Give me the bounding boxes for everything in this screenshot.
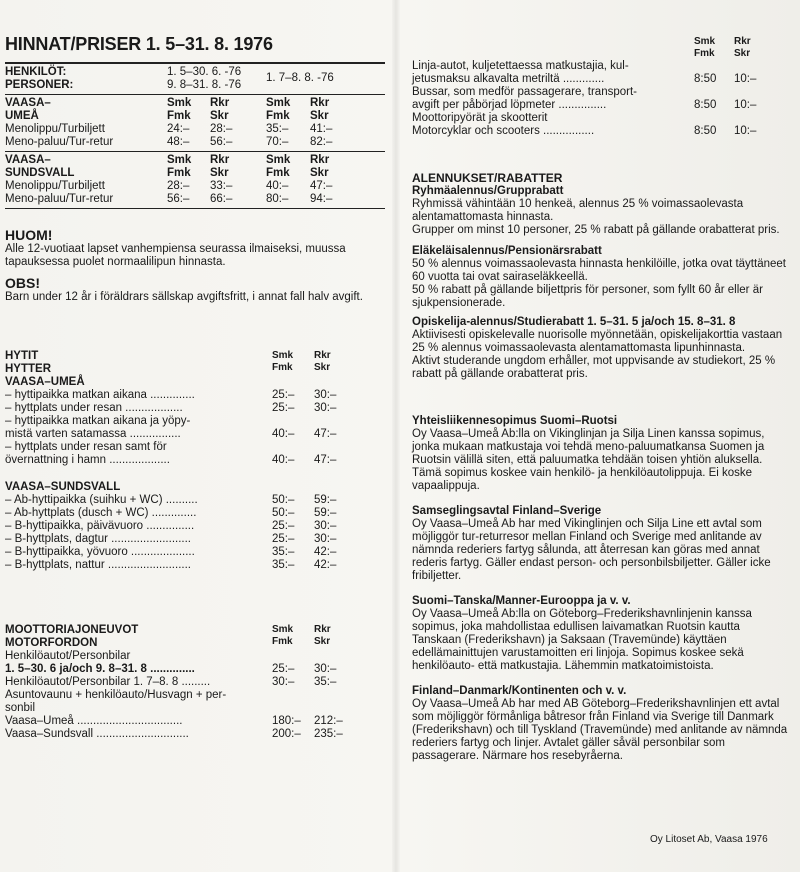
item-label: Vaasa–Umeå ................................. — [5, 715, 183, 727]
item-label: Henkilöautot/Personbilar 1. 7–8. 8 ......... — [5, 676, 211, 688]
agreement-title: Samseglingsavtal Finland–Sverige — [412, 505, 602, 517]
price: 70:– — [266, 136, 289, 148]
price: 50:– — [272, 494, 295, 506]
list-item — [5, 402, 385, 415]
price: 42:– — [314, 559, 337, 571]
item-label: jetusmaksu alkavalta metriltä ............. — [412, 73, 605, 85]
price — [694, 60, 734, 73]
item-label: – B-hyttplats, dagtur ......................... — [5, 533, 191, 545]
price — [314, 415, 354, 428]
list-item — [5, 454, 385, 467]
agreement-title: Yhteisliikennesopimus Suomi–Ruotsi — [412, 415, 618, 427]
item-label: – hyttplats under resan .................. — [5, 402, 183, 414]
col-head: Fmk — [266, 167, 290, 179]
price: 59:– — [314, 507, 337, 519]
price — [314, 650, 354, 663]
list-item — [5, 441, 385, 454]
price: 47:– — [314, 428, 337, 440]
price: 25:– — [272, 533, 295, 545]
item-label: avgift per påbörjad löpmeter ............... — [412, 99, 607, 111]
col-head: Smk — [167, 97, 192, 109]
price — [694, 86, 734, 99]
price: 8:50 — [694, 125, 717, 137]
list-item — [5, 507, 385, 520]
col-head: Rkr — [210, 97, 230, 109]
item-label: Asuntovaunu + henkilöauto/Husvagn + per- — [5, 689, 227, 701]
group-discount-title: Ryhmäalennus/Grupprabatt — [412, 185, 564, 197]
col-head: Rkr — [210, 154, 230, 166]
col-head: Rkr — [314, 350, 331, 361]
price: 25:– — [272, 520, 295, 532]
price — [734, 86, 774, 99]
col-head: Smk — [272, 350, 294, 361]
period1-b: 9. 8–31. 8. -76 — [167, 79, 242, 91]
row-label: Meno-paluu/Tur-retur — [5, 193, 114, 205]
price: 94:– — [310, 193, 333, 205]
pension-discount-sv: 50 % rabatt på gällande biljettpris för personer, som fyllt 60 år eller är sjukpensionerade. — [412, 284, 763, 309]
discounts-title: ALENNUKSET/RABATTER — [412, 171, 563, 185]
price: 28:– — [167, 180, 190, 192]
student-discount-sv: Aktivt studerande ungdom erhåller, mot uppvisande av studiekort, 25 % rabatt på gällande orabatterat pris. — [412, 355, 776, 380]
col-head: Fmk — [266, 110, 290, 122]
agreement-text: Oy Vaasa–Umeå Ab har med AB Göteborg–Frederikshavnlinjen ett avtal som möjliggör förmånliga båtresor från Finland via Sverige till Danmark (Frederikshavn) och till Tyskland (Travemünde) med anlitande av nämnda rederiers fartyg och linjer. Avtalet gäller såväl personbilar som passagerare. Närmare hos resebyråerna. — [412, 698, 788, 762]
vehicles-title-fi: MOOTTORIAJONEUVOT — [5, 624, 139, 636]
col-head: Smk — [167, 154, 192, 166]
price: 56:– — [210, 136, 233, 148]
student-discount-title: Opiskelija-alennus/Studierabatt 1. 5–31. 5 ja/och 15. 8–31. 8 — [412, 316, 736, 328]
table-row — [5, 123, 385, 136]
col-head: Smk — [694, 36, 716, 47]
price: 35:– — [266, 123, 289, 135]
price: 41:– — [310, 123, 333, 135]
col-head: Fmk — [272, 636, 293, 647]
item-label: – Ab-hyttplats (dusch + WC) .............. — [5, 507, 197, 519]
student-discount-fi: Aktiivisesti opiskelevalle nuorisolle myönnetään, opiskelijakorttia vastaan 25 % alennus voimassaolevasta alentamattomasta lipunhinnasta. — [412, 329, 783, 354]
route-umea-header — [5, 97, 385, 123]
page-title: HINNAT/PRISER 1. 5–31. 8. 1976 — [5, 34, 273, 54]
item-label: – hyttipaikka matkan aikana .............. — [5, 389, 195, 401]
price: 10:– — [734, 99, 757, 111]
list-item — [412, 73, 790, 86]
left-column — [5, 34, 385, 741]
col-head: Rkr — [734, 36, 751, 47]
col-head: Skr — [314, 636, 331, 647]
price — [314, 702, 354, 715]
pension-discount-title: Eläkeläisalennus/Pensionärsrabatt — [412, 245, 602, 257]
item-label: sonbil — [5, 702, 36, 714]
cabins-umea-list — [5, 389, 385, 467]
route-name-line1: VAASA– — [5, 154, 51, 166]
list-item — [5, 715, 385, 728]
item-label: – Ab-hyttipaikka (suihku + WC) .......... — [5, 494, 198, 506]
pension-discount-fi: 50 % alennus voimassaolevasta hinnasta henkilöille, jotka ovat täyttäneet 60 vuotta tai ovat sairaseläkkeellä. — [412, 258, 786, 283]
price: 30:– — [314, 663, 337, 675]
table-row — [5, 193, 385, 206]
list-item — [5, 428, 385, 441]
divider — [5, 94, 385, 95]
list-item — [5, 689, 385, 702]
item-label: mistä varten satamassa ................ — [5, 428, 181, 440]
list-item — [412, 125, 790, 138]
vehicles-header — [5, 624, 385, 650]
price: 8:50 — [694, 99, 717, 111]
item-label: – B-hyttplats, nattur .......................... — [5, 559, 191, 571]
price: 10:– — [734, 125, 757, 137]
list-item — [5, 546, 385, 559]
col-head: Skr — [734, 48, 751, 59]
item-label: Vaasa–Sundsvall ............................. — [5, 728, 189, 740]
agreement-text: Oy Vaasa–Umeå Ab:lla on Göteborg–Frederikshavnlinjenin kanssa sopimus, joka mahdollistaa edullisen laivamatkan Ruotsin kautta Tanskaan (Frederikshavn) ja Saksaan (Travemünde) käyttäen edellämainittujen varustamoitten eri linjoja. Sopimus koskee sekä henkilöauto- että matkustajia. Lähemmin matkatoimistoista. — [412, 608, 752, 672]
item-label: 1. 5–30. 6 ja/och 9. 8–31. 8 .............. — [5, 663, 195, 675]
list-item — [5, 520, 385, 533]
huom-text: Alle 12-vuotiaat lapset vanhempiensa seurassa ilmaiseksi, muussa tapauksessa puolet normaalilipun hinnasta. — [5, 243, 346, 268]
price: 10:– — [734, 73, 757, 85]
list-item — [5, 702, 385, 715]
price: 56:– — [167, 193, 190, 205]
price: 42:– — [314, 546, 337, 558]
agreement-text: Oy Vaasa–Umeå Ab:lla on Vikinglinjan ja Silja Linen kanssa sopimus, jonka mukaan matkustaja voi tehdä meno-paluumatkansa Suomen ja Ruotsin välillä siten, että paluumatka tehdään toisen yhtiön aluksella. Tämä sopimus koskee vain henkilö- ja henkilöautolippuja. Ei koske vapaalippuja. — [412, 428, 765, 492]
item-label: Henkilöautot/Personbilar — [5, 650, 131, 662]
price: 40:– — [272, 428, 295, 440]
price: 235:– — [314, 728, 343, 740]
col-head: Rkr — [310, 97, 330, 109]
price: 35:– — [314, 676, 337, 688]
price: 40:– — [272, 454, 295, 466]
page-fold — [392, 0, 400, 872]
agreement-title: Finland–Danmark/Kontinenten och v. v. — [412, 685, 627, 697]
price: 47:– — [314, 454, 337, 466]
price — [734, 60, 774, 73]
obs-text: Barn under 12 år i föräldrars sällskap avgiftsfritt, i annat fall halv avgift. — [5, 291, 363, 303]
route-name-line1: VAASA– — [5, 97, 51, 109]
col-head: Skr — [210, 110, 229, 122]
price — [314, 689, 354, 702]
col-head: Smk — [272, 624, 294, 635]
right-top-header — [412, 36, 790, 60]
item-label: Moottoripyörät ja skootterit — [412, 112, 548, 124]
item-label: – hyttipaikka matkan aikana ja yöpy- — [5, 415, 191, 427]
price: 25:– — [272, 402, 295, 414]
price — [272, 702, 314, 715]
col-head: Skr — [310, 167, 329, 179]
vehicles-list — [5, 650, 385, 741]
obs-title: OBS! — [5, 275, 40, 291]
route-name-line2: SUNDSVALL — [5, 167, 75, 179]
list-item — [5, 533, 385, 546]
row-label: Menolippu/Turbiljett — [5, 180, 105, 192]
price: 33:– — [210, 180, 233, 192]
price: 200:– — [272, 728, 301, 740]
price: 59:– — [314, 494, 337, 506]
item-label: – B-hyttipaikka, päivävuoro ............... — [5, 520, 195, 532]
cabins-title-fi: HYTIT — [5, 350, 39, 362]
group-discount-sv: Grupper om minst 10 personer, 25 % rabatt på gällande orabatterat pris. — [412, 224, 780, 236]
price: 25:– — [272, 663, 295, 675]
cabins-header — [5, 350, 385, 376]
list-item — [412, 112, 790, 125]
price: 48:– — [167, 136, 190, 148]
period1-a: 1. 5–30. 6. -76 — [167, 66, 242, 78]
list-item — [412, 99, 790, 112]
item-label: – hyttplats under resan samt för — [5, 441, 167, 453]
price: 30:– — [314, 402, 337, 414]
col-head: Smk — [266, 97, 291, 109]
price — [734, 112, 774, 125]
price: 82:– — [310, 136, 333, 148]
list-item — [5, 389, 385, 402]
item-label: – B-hyttipaikka, yövuoro .................... — [5, 546, 195, 558]
row-label: Menolippu/Turbiljett — [5, 123, 105, 135]
right-column — [412, 36, 790, 763]
list-item — [5, 650, 385, 663]
price: 28:– — [210, 123, 233, 135]
price: 212:– — [314, 715, 343, 727]
divider — [5, 151, 385, 152]
col-head: Fmk — [167, 110, 191, 122]
printer-credit: Oy Litoset Ab, Vaasa 1976 — [650, 834, 768, 845]
cabins-section-sundsvall: VAASA–SUNDSVALL — [5, 481, 121, 493]
persons-label-sv: PERSONER: — [5, 79, 74, 91]
agreement-text: Oy Vaasa–Umeå Ab har med Vikinglinjen och Silja Line ett avtal som möjliggör tur-returresor mellan Finland och Sverige med anlitande av nämnda rederiers fartyg sålunda, att återresan kan göras med annat rederis fartyg. Gäller endast person- och personbilsbiljetter. Gäller icke fribiljetter. — [412, 518, 771, 582]
price: 47:– — [310, 180, 333, 192]
list-item — [5, 676, 385, 689]
list-item — [412, 60, 790, 73]
col-head: Smk — [266, 154, 291, 166]
list-item — [5, 663, 385, 676]
persons-label-fi: HENKILÖT: — [5, 66, 67, 78]
price — [272, 415, 314, 428]
route-sundsvall-header — [5, 154, 385, 180]
price: 8:50 — [694, 73, 717, 85]
price — [272, 650, 314, 663]
cabins-title-sv: HYTTER — [5, 363, 51, 375]
col-head: Skr — [210, 167, 229, 179]
price: 30:– — [314, 533, 337, 545]
route-name-line2: UMEÅ — [5, 110, 39, 122]
price: 30:– — [314, 520, 337, 532]
col-head: Fmk — [167, 167, 191, 179]
price: 35:– — [272, 546, 295, 558]
col-head: Rkr — [314, 624, 331, 635]
cabins-section-umea: VAASA–UMEÅ — [5, 376, 85, 388]
price: 80:– — [266, 193, 289, 205]
price: 35:– — [272, 559, 295, 571]
list-item — [5, 728, 385, 741]
col-head: Skr — [310, 110, 329, 122]
huom-title: HUOM! — [5, 227, 53, 243]
price — [314, 441, 354, 454]
price: 30:– — [314, 389, 337, 401]
item-label: Motorcyklar och scooters ................ — [412, 125, 595, 137]
item-label: Bussar, som medför passagerare, transport- — [412, 86, 637, 98]
row-label: Meno-paluu/Tur-retur — [5, 136, 114, 148]
table-row — [5, 136, 385, 149]
price: 66:– — [210, 193, 233, 205]
list-item — [412, 86, 790, 99]
col-head: Rkr — [310, 154, 330, 166]
persons-header — [5, 66, 385, 92]
col-head: Fmk — [272, 362, 293, 373]
item-label: Linja-autot, kuljetettaessa matkustajia, kul- — [412, 60, 629, 72]
table-row — [5, 180, 385, 193]
price — [694, 112, 734, 125]
list-item — [5, 494, 385, 507]
price: 24:– — [167, 123, 190, 135]
period2: 1. 7–8. 8. -76 — [266, 72, 334, 84]
item-label: övernattning i hamn ................... — [5, 454, 170, 466]
price: 180:– — [272, 715, 301, 727]
price: 30:– — [272, 676, 295, 688]
bus-moto-list — [412, 60, 790, 138]
col-head: Skr — [314, 362, 331, 373]
price — [272, 441, 314, 454]
vehicles-title-sv: MOTORFORDON — [5, 637, 98, 649]
group-discount-fi: Ryhmissä vähintään 10 henkeä, alennus 25 % voimassaolevasta alentamattomasta hinnasta. — [412, 198, 744, 223]
price: 25:– — [272, 389, 295, 401]
cabins-sundsvall-list — [5, 494, 385, 572]
price: 50:– — [272, 507, 295, 519]
price — [272, 689, 314, 702]
divider — [5, 62, 385, 64]
col-head: Fmk — [694, 48, 715, 59]
divider — [5, 208, 385, 209]
list-item — [5, 415, 385, 428]
price: 40:– — [266, 180, 289, 192]
list-item — [5, 559, 385, 572]
agreement-title: Suomi–Tanska/Manner-Eurooppa ja v. v. — [412, 595, 631, 607]
